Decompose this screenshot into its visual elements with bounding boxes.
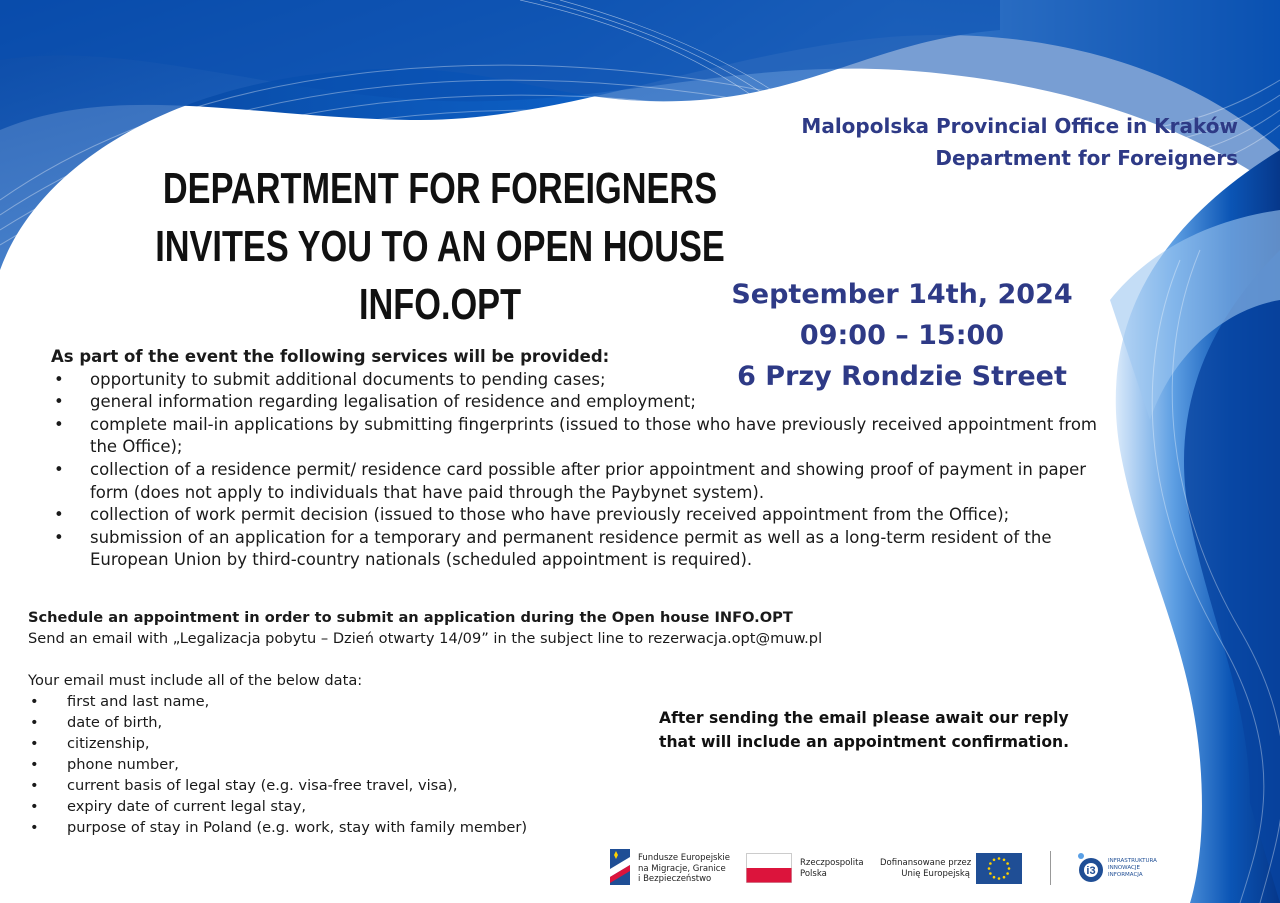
bullet: • <box>54 459 64 479</box>
list-item <box>51 527 1111 572</box>
bullet: • <box>54 392 64 412</box>
list-item <box>28 796 828 817</box>
list-item <box>51 504 1111 527</box>
list-item <box>51 459 1111 504</box>
bullet: • <box>30 756 39 773</box>
fund-label-line: i Bezpieczeństwo <box>638 874 712 884</box>
reply-note <box>659 706 1099 754</box>
eu-funds-flag-icon <box>608 847 634 887</box>
service-text: general information regarding legalisation of residence and employment; <box>90 392 696 412</box>
list-item <box>28 817 828 838</box>
eu-flag-icon <box>976 853 1022 884</box>
service-text: complete mail-in applications by submitting fingerprints (issued to those who have previously received appointment from the Office); <box>90 414 1097 457</box>
data-item-text: expiry date of current legal stay, <box>67 798 306 815</box>
poland-label-line: Rzeczpospolita <box>800 858 864 868</box>
data-item-text: phone number, <box>67 756 179 773</box>
org-name: Malopolska Provincial Office in Kraków <box>801 114 1238 138</box>
headline-line-1: DEPARTMENT FOR FOREIGNERS <box>162 164 718 213</box>
bullet: • <box>54 527 64 547</box>
data-item-text: purpose of stay in Poland (e.g. work, stay with family member) <box>67 819 528 836</box>
service-text: collection of work permit decision (issued to those who have previously received appointment from the Office); <box>90 505 1010 525</box>
bullet: • <box>30 693 39 710</box>
list-item <box>51 414 1111 459</box>
i3-label <box>1108 858 1157 879</box>
service-text: submission of an application for a temporary and permanent residence permit as well as a long-term resident of the European Union by third-country nationals (scheduled appointment is required). <box>90 527 1052 570</box>
schedule-title: Schedule an appointment in order to submit an application during the Open house INFO.OPT <box>28 609 793 626</box>
poland-flag-icon <box>746 853 792 883</box>
reply-line-2: that will include an appointment confirmation. <box>659 733 1070 751</box>
services-list <box>51 369 1111 572</box>
services-lead: As part of the event the following services will be provided: <box>51 347 610 366</box>
i3-label-line: INFORMACJA <box>1108 872 1143 878</box>
bullet: • <box>30 819 39 836</box>
service-text: collection of a residence permit/ residence card possible after prior appointment and showing proof of payment in paper form (does not apply to individuals that have paid through the Paybynet system). <box>90 459 1087 502</box>
list-item <box>51 369 1111 392</box>
i3-logo-icon <box>1076 851 1106 885</box>
org-department: Department for Foreigners <box>935 146 1238 170</box>
data-item-text: first and last name, <box>67 693 210 710</box>
headline <box>97 160 783 334</box>
spacer <box>28 649 828 670</box>
eu-label <box>880 858 970 879</box>
eu-label-line: Unię Europejską <box>901 868 970 879</box>
data-intro: Your email must include all of the below data: <box>28 672 363 689</box>
data-item-text: citizenship, <box>67 735 150 752</box>
bullet: • <box>30 735 39 752</box>
poland-label <box>800 858 864 879</box>
email-instruction: Send an email with „Legalizacja pobytu – Dzień otwarty 14/09” in the subject line to rezerwacja.opt@muw.pl <box>28 630 823 647</box>
fund-label <box>638 853 730 885</box>
bullet: • <box>54 414 64 434</box>
event-time: 09:00 – 15:00 <box>799 320 1005 351</box>
fund-label-line: Fundusze Europejskie <box>638 853 730 863</box>
logo-divider <box>1050 851 1051 885</box>
poland-label-line: Polska <box>800 868 827 879</box>
reply-line-1: After sending the email please await our reply <box>659 709 1069 727</box>
fund-label-line: na Migracje, Granice <box>638 863 726 874</box>
data-item-text: date of birth, <box>67 714 163 731</box>
services-section <box>51 346 1111 572</box>
list-item <box>51 391 1111 414</box>
list-item <box>28 754 828 775</box>
list-item <box>28 775 828 796</box>
headline-line-2: INVITES YOU TO AN OPEN HOUSE INFO.OPT <box>155 222 725 329</box>
i3-label-line: INNOWACJE <box>1108 865 1140 871</box>
event-address: 6 Przy Rondzie Street <box>737 361 1067 392</box>
bullet: • <box>30 714 39 731</box>
i3-logo-text: i3 <box>1086 865 1096 877</box>
eu-label-line: Dofinansowane przez <box>880 858 972 868</box>
bullet: • <box>54 369 64 389</box>
bullet: • <box>54 505 64 525</box>
service-text: opportunity to submit additional documents to pending cases; <box>90 369 606 389</box>
footer-logos <box>608 845 1168 891</box>
data-item-text: current basis of legal stay (e.g. visa-free travel, visa), <box>67 777 458 794</box>
bullet: • <box>30 777 39 794</box>
organization-block <box>801 110 1238 174</box>
event-date: September 14th, 2024 <box>731 279 1073 310</box>
bullet: • <box>30 798 39 815</box>
i3-label-line: INFRASTRUKTURA <box>1108 858 1157 864</box>
